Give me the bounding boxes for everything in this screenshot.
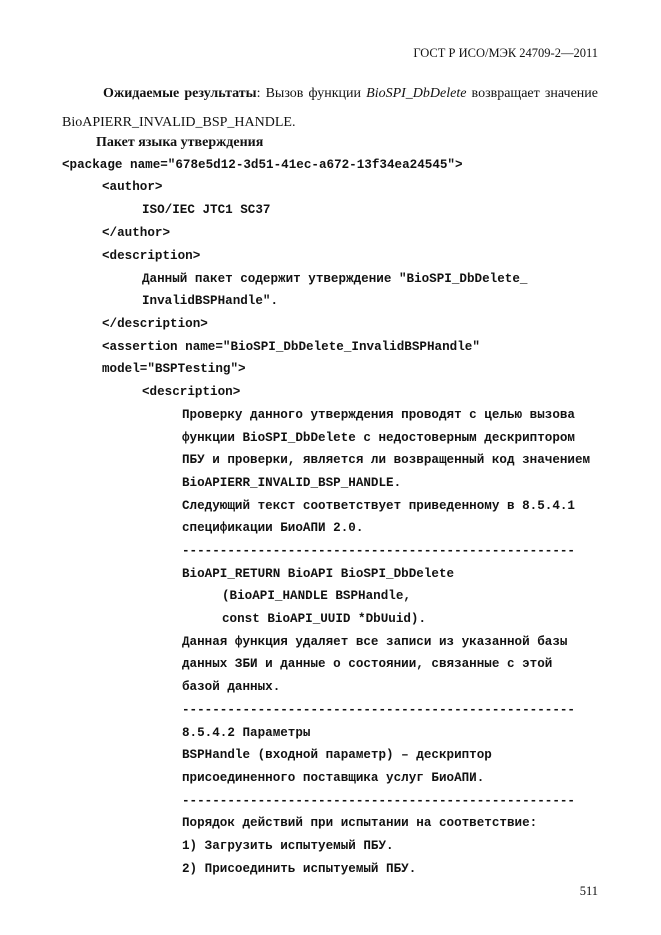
code-line: (BioAPI_HANDLE BSPHandle, (222, 589, 411, 603)
code-line: <author> (102, 180, 163, 194)
code-line: Данный пакет содержит утверждение "BioSPI_DbDelete_ (142, 272, 528, 286)
separator-line: ---------------------------------------------------- (182, 544, 575, 558)
code-line: Порядок действий при испытании на соответствие: (182, 816, 538, 830)
expected-results-paragraph (62, 79, 598, 137)
paragraph-lead: Ожидаемые результаты (102, 86, 257, 101)
code-line: <assertion name="BioSPI_DbDelete_InvalidBSPHandle" (102, 340, 480, 354)
code-line: Следующий текст соответствует приведенному в 8.5.4.1 (182, 499, 575, 513)
code-line: BioAPI_RETURN BioAPI BioSPI_DbDelete (182, 567, 455, 581)
code-line: 1) Загрузить испытуемый ПБУ. (182, 839, 394, 853)
paragraph-text-1: : Вызов функции (256, 86, 367, 101)
code-line: model="BSPTesting"> (102, 362, 246, 376)
code-line: Проверку данного утверждения проводят с целью вызова (182, 408, 575, 422)
code-line: const BioAPI_UUID *DbUuid). (222, 612, 427, 626)
code-line: 8.5.4.2 Параметры (182, 726, 311, 740)
code-line: <package name="678e5d12-3d51-41ec-a672-13f34ea24545"> (62, 158, 463, 172)
paragraph-text-2: возвращает значение BioAPIERR_INVALID_BSP_HANDLE. (62, 86, 599, 130)
page-number: 511 (579, 884, 598, 898)
code-line: данных ЗБИ и данные о состоянии, связанные с этой (182, 657, 553, 671)
code-line: 2) Присоединить испытуемый ПБУ. (182, 862, 417, 876)
code-line: Данная функция удаляет все записи из указанной базы (182, 635, 568, 649)
code-line: ISO/IEC JTC1 SC37 (142, 203, 271, 217)
code-line: ПБУ и проверки, является ли возвращенный код значением (182, 453, 591, 467)
code-line: <description> (102, 249, 201, 263)
code-line: <description> (142, 385, 241, 399)
separator-line: ---------------------------------------------------- (182, 703, 575, 717)
code-line: BSPHandle (входной параметр) – дескриптор (182, 748, 492, 762)
code-line: присоединенного поставщика услуг БиоАПИ. (182, 771, 485, 785)
code-line: </description> (102, 317, 208, 331)
code-line: BioAPIERR_INVALID_BSP_HANDLE. (182, 476, 402, 490)
code-line: базой данных. (182, 680, 281, 694)
separator-line: ---------------------------------------------------- (182, 794, 575, 808)
function-name: BioSPI_DbDelete (366, 86, 467, 101)
section-heading: Пакет языка утверждения (96, 135, 264, 150)
code-line: функции BioSPI_DbDelete с недостоверным дескриптором (182, 431, 575, 445)
code-line: </author> (102, 226, 171, 240)
code-line: InvalidBSPHandle". (142, 294, 279, 308)
running-header: ГОСТ Р ИСО/МЭК 24709-2—2011 (413, 46, 598, 60)
code-line: спецификации БиоАПИ 2.0. (182, 521, 364, 535)
